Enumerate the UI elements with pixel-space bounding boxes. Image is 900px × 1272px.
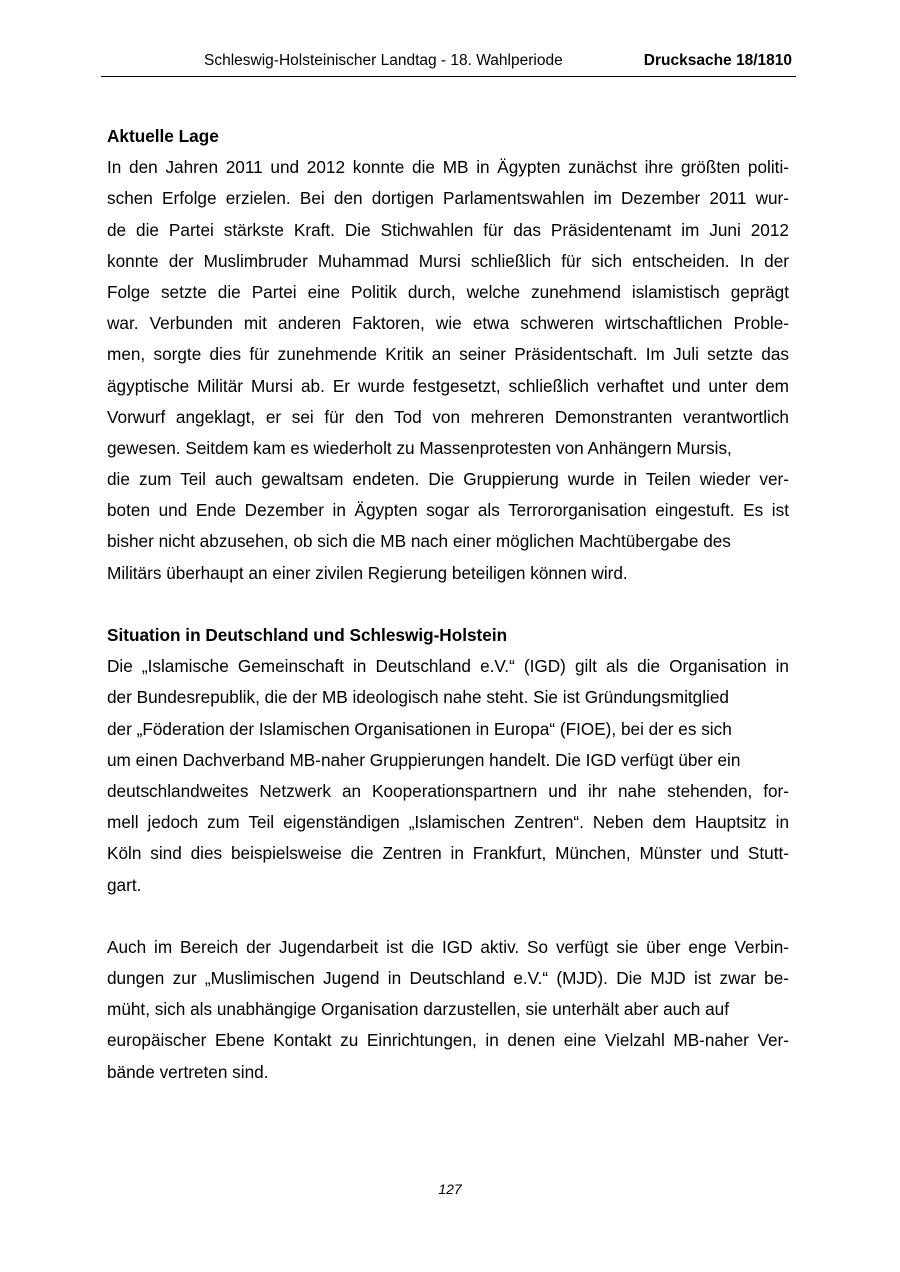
text-line: um einen Dachverband MB-naher Gruppierungen handelt. Die IGD verfügt über ein xyxy=(107,749,741,770)
text-line: men, sorgte dies für zunehmende Kritik an seiner Präsidentschaft. Im Juli setzte das xyxy=(107,344,789,365)
text-line: Köln sind dies beispielsweise die Zentren in Frankfurt, München, Münster und Stutt- xyxy=(107,843,789,864)
text-line: ägyptische Militär Mursi ab. Er wurde festgesetzt, schließlich verhaftet und unter dem xyxy=(107,375,789,396)
text-line: Militärs überhaupt an einer zivilen Regierung beteiligen können wird. xyxy=(107,562,628,583)
header-divider xyxy=(101,76,796,77)
text-line: war. Verbunden mit anderen Faktoren, wie etwa schweren wirtschaftlichen Proble- xyxy=(107,313,789,334)
text-line: der „Föderation der Islamischen Organisationen in Europa“ (FIOE), bei der es sich xyxy=(107,718,732,739)
text-line: boten und Ende Dezember in Ägypten sogar als Terrororganisation eingestuft. Es ist xyxy=(107,500,789,521)
section-heading: Aktuelle Lage xyxy=(107,126,219,146)
paragraph xyxy=(107,932,789,1088)
text-line: die zum Teil auch gewaltsam endeten. Die Gruppierung wurde in Teilen wieder ver- xyxy=(107,469,789,490)
text-line: dungen zur „Muslimischen Jugend in Deutschland e.V.“ (MJD). Die MJD ist zwar be- xyxy=(107,968,789,989)
text-line: Vorwurf angeklagt, er sei für den Tod von mehreren Demonstranten verantwortlich xyxy=(107,406,789,427)
text-line: bisher nicht abzusehen, ob sich die MB nach einer möglichen Machtübergabe des xyxy=(107,531,731,552)
document-number: Drucksache 18/1810 xyxy=(643,52,792,69)
text-line: Auch im Bereich der Jugendarbeit ist die IGD aktiv. So verfügt sie über enge Verbin- xyxy=(107,936,789,957)
paragraph-gap xyxy=(107,901,789,932)
paragraph-gap xyxy=(107,589,789,620)
paragraph xyxy=(107,651,789,901)
page-number: 127 xyxy=(438,1181,462,1197)
text-line: europäischer Ebene Kontakt zu Einrichtungen, in denen eine Vielzahl MB-naher Ver- xyxy=(107,1030,789,1051)
text-line: konnte der Muslimbruder Muhammad Mursi schließlich für sich entscheiden. In der xyxy=(107,250,789,271)
document-body xyxy=(107,121,789,1088)
text-line: deutschlandweites Netzwerk an Kooperationspartnern und ihr nahe stehenden, for- xyxy=(107,780,789,801)
text-line: gewesen. Seitdem kam es wiederholt zu Massenprotesten von Anhängern Mursis, xyxy=(107,437,732,458)
text-line: der Bundesrepublik, die der MB ideologisch nahe steht. Sie ist Gründungsmitglied xyxy=(107,687,729,708)
text-line: bände vertreten sind. xyxy=(107,1061,269,1082)
section-heading: Situation in Deutschland und Schleswig-Holstein xyxy=(107,625,508,645)
text-line: Die „Islamische Gemeinschaft in Deutschland e.V.“ (IGD) gilt als die Organisation in xyxy=(107,656,789,677)
page-header xyxy=(101,52,796,74)
text-line: de die Partei stärkste Kraft. Die Stichwahlen für das Präsidentenamt im Juni 2012 xyxy=(107,219,789,240)
text-line: schen Erfolge erzielen. Bei den dortigen Parlamentswahlen im Dezember 2011 wur- xyxy=(107,188,789,209)
header-title: Schleswig-Holsteinischer Landtag - 18. Wahlperiode xyxy=(204,52,563,69)
paragraph xyxy=(107,152,789,589)
text-line: mell jedoch zum Teil eigenständigen „Islamischen Zentren“. Neben dem Hauptsitz in xyxy=(107,812,789,833)
text-line: gart. xyxy=(107,874,142,895)
text-line: müht, sich als unabhängige Organisation darzustellen, sie unterhält aber auch auf xyxy=(107,999,730,1020)
text-line: In den Jahren 2011 und 2012 konnte die MB in Ägypten zunächst ihre größten politi- xyxy=(107,157,789,178)
text-line: Folge setzte die Partei eine Politik durch, welche zunehmend islamistisch geprägt xyxy=(107,281,789,302)
